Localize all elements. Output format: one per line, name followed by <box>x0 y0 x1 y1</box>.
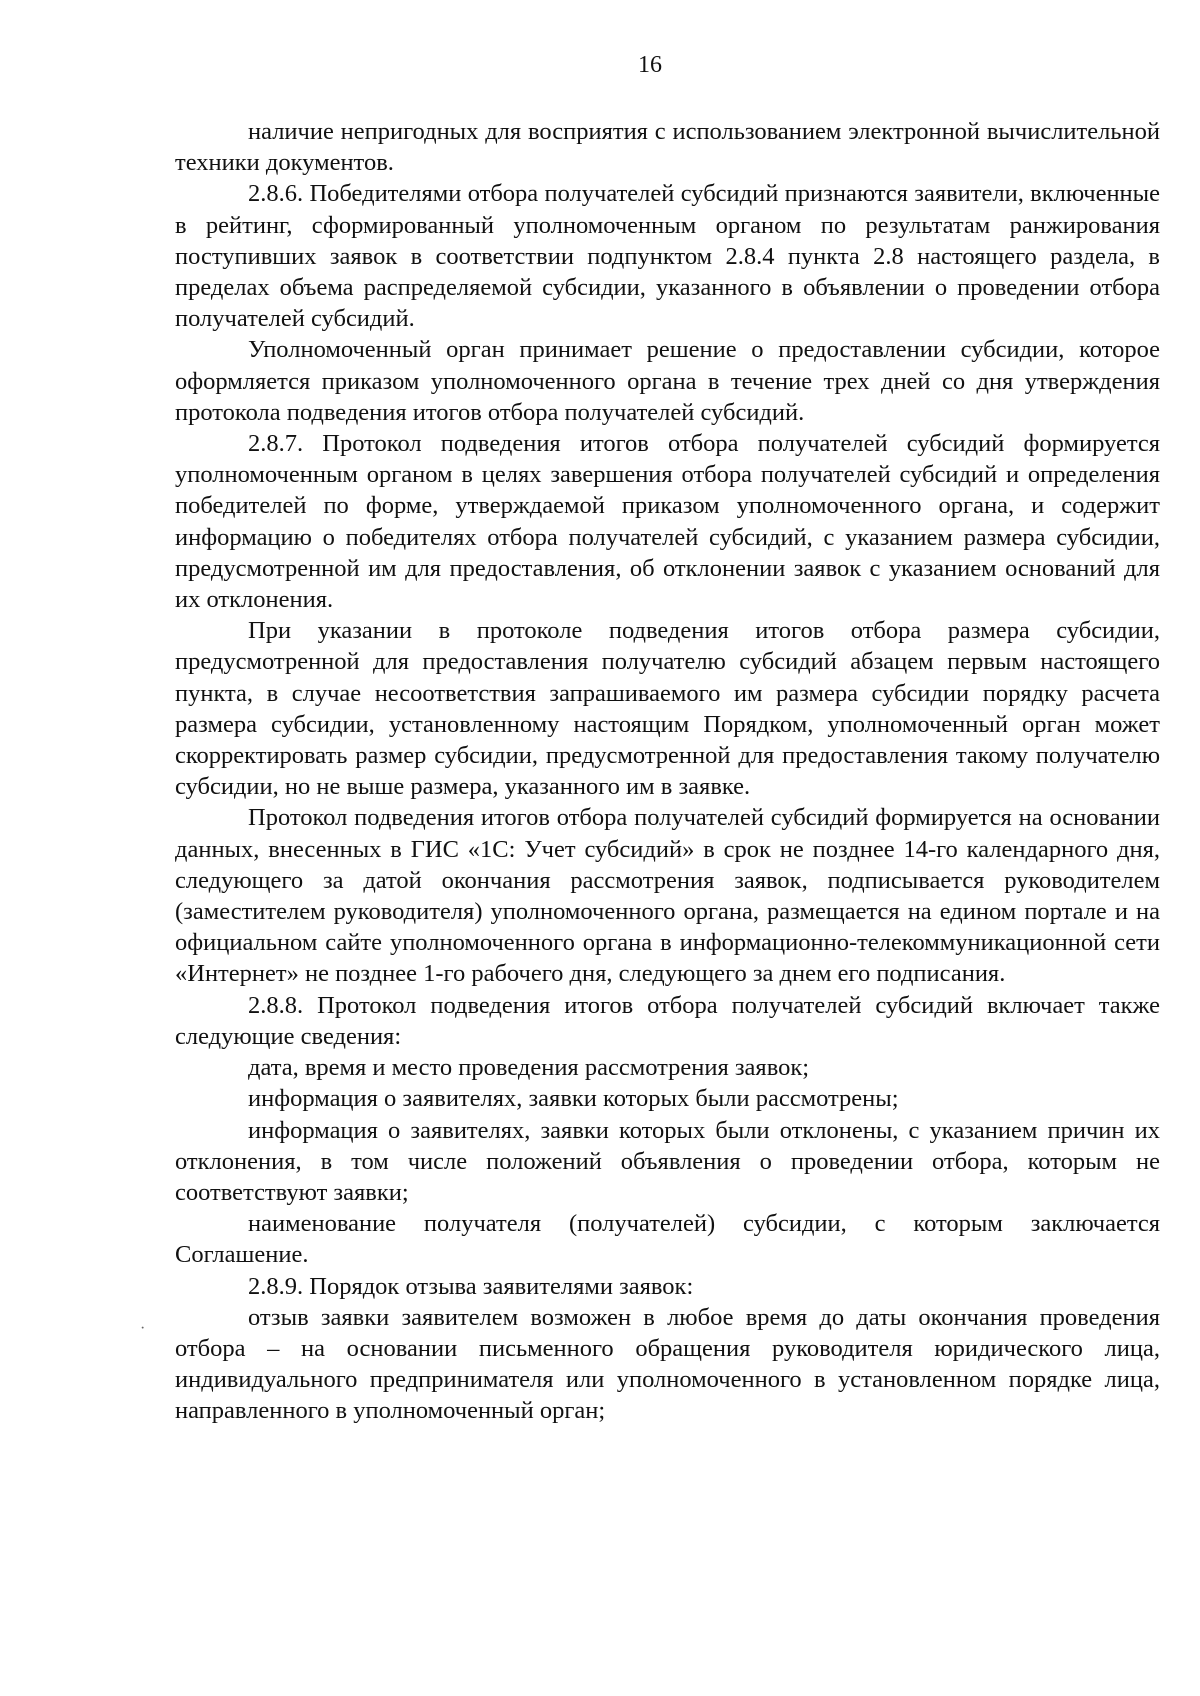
paragraph-7: 2.8.8. Протокол подведения итогов отбора получателей субсидий включает также следующие сведения: <box>175 991 1160 1050</box>
body-text <box>175 116 1160 1427</box>
paragraph-2: 2.8.6. Победителями отбора получателей субсидий признаются заявители, включенные в рейтинг, сформированный уполномоченным органом по результатам ранжирования поступивших заявок в соответствии подпунктом 2.8.4 пункта 2.8 настоящего раздела, в пределах объема распределяемой субсидии, указанного в объявлении о проведении отбора получателей субсидий. <box>175 180 1160 333</box>
paragraph-8: дата, время и место проведения рассмотрения заявок; <box>248 1054 810 1082</box>
paragraph-12: 2.8.9. Порядок отзыва заявителями заявок: <box>248 1272 694 1300</box>
paragraph-9: информация о заявителях, заявки которых были рассмотрены; <box>248 1085 899 1113</box>
paragraph-5: При указании в протоколе подведения итогов отбора размера субсидии, предусмотренной для предоставления получателю субсидий абзацем первым настоящего пункта, в случае несоответствия запрашиваемого им размера субсидии порядку расчета размера субсидии, установленному настоящим Порядком, уполномоченный орган может скорректировать размер субсидии, предусмотренной для предоставления такому получателю субсидии, но не выше размера, указанного им в заявке. <box>175 617 1160 801</box>
paragraph-10: информация о заявителях, заявки которых были отклонены, с указанием причин их отклонения, в том числе положений объявления о проведении отбора, которым не соответствуют заявки; <box>175 1116 1160 1206</box>
page-number: 16 <box>638 52 662 78</box>
paragraph-3: Уполномоченный орган принимает решение о предоставлении субсидии, которое оформляется приказом уполномоченного органа в течение трех дней со дня утверждения протокола подведения итогов отбора получателей субсидий. <box>175 336 1160 426</box>
paragraph-6: Протокол подведения итогов отбора получателей субсидий формируется на основании данных, внесенных в ГИС «1С: Учет субсидий» в срок не позднее 14-го календарного дня, следующего за датой окончания рассмотрения заявок, подписывается руководителем (заместителем руководителя) уполномоченного органа, размещается на едином портале и на официальном сайте уполномоченного органа в информационно-телекоммуникационной сети «Интернет» не позднее 1-го рабочего дня, следующего за днем его подписания. <box>175 804 1160 988</box>
paragraph-1: наличие непригодных для восприятия с использованием электронной вычислительной техники документов. <box>175 118 1160 177</box>
paragraph-11: наименование получателя (получателей) субсидии, с которым заключается Соглашение. <box>175 1210 1160 1269</box>
scan-specks: · <box>140 1320 146 1337</box>
paragraph-4: 2.8.7. Протокол подведения итогов отбора получателей субсидий формируется уполномоченным органом в целях завершения отбора получателей субсидий и определения победителей по форме, утверждаемой приказом уполномоченного органа, и содержит информацию о победителях отбора получателей субсидий, с указанием размера субсидии, предусмотренной им для предоставления, об отклонении заявок с указанием оснований для их отклонения. <box>175 430 1160 614</box>
paragraph-13: отзыв заявки заявителем возможен в любое время до даты окончания проведения отбора – на основании письменного обращения руководителя юридического лица, индивидуального предпринимателя или уполномоченного в установленном порядке лица, направленного в уполномоченный орган; <box>175 1303 1160 1425</box>
